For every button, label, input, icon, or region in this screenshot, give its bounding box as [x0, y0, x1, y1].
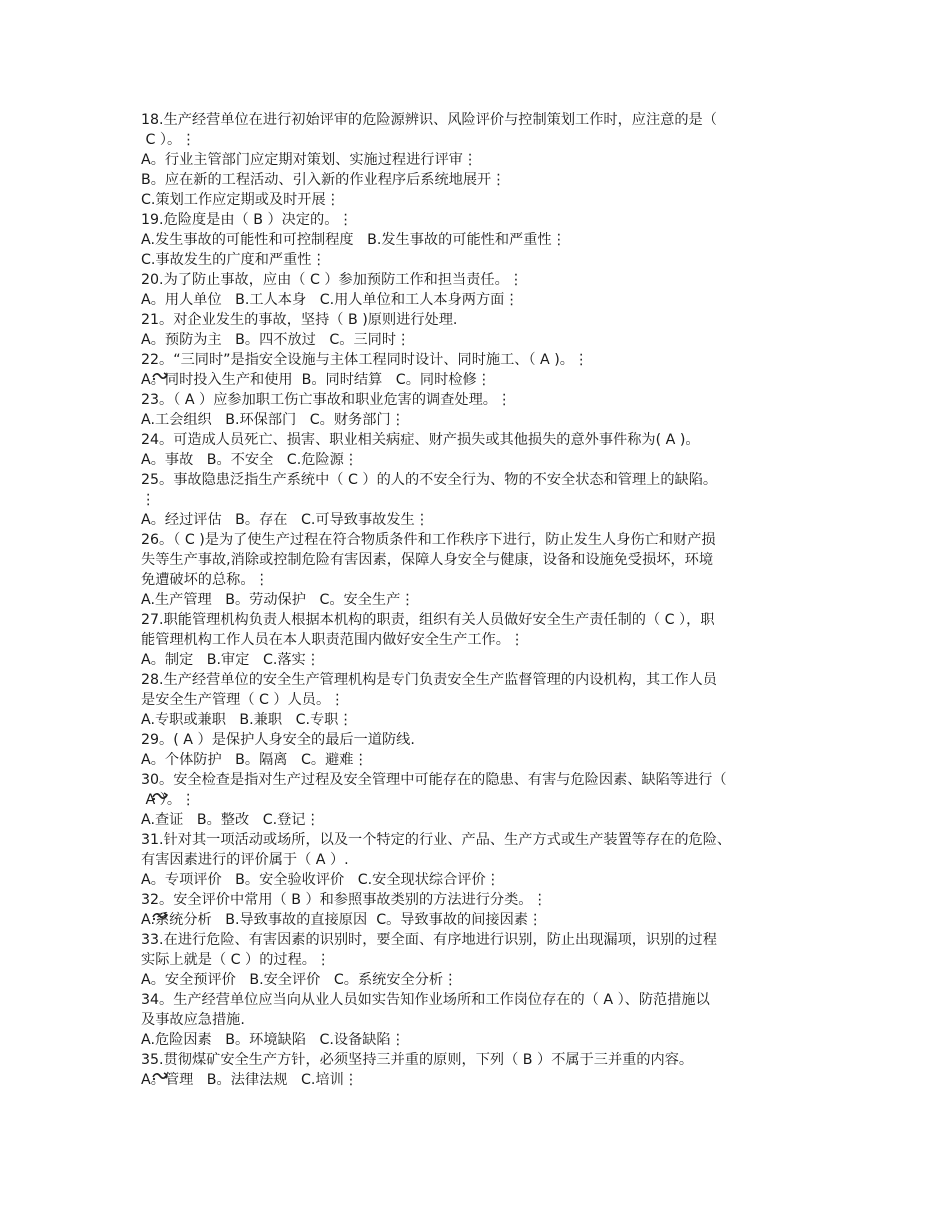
line-text: A。经过评估 B。存在 C.可导致事故发生⋮ [141, 512, 429, 528]
line-text: B。应在新的工程活动、引入新的作业程序后系统地展开⋮ [141, 172, 506, 188]
text-line [141, 750, 831, 770]
text-line [141, 1010, 831, 1030]
text-line [141, 950, 831, 970]
line-text: 32。安全评价中常用（ B ）和参照事故类别的方法进行分类。⋮ [141, 892, 547, 908]
text-line [141, 830, 831, 850]
text-line [141, 610, 831, 630]
text-line [141, 870, 831, 890]
text-line [141, 1050, 831, 1070]
line-text: A。安全预评价 B.安全评价 C。系统安全分析⋮ [141, 972, 458, 988]
text-line [141, 630, 831, 650]
line-text: A。事故 B。不安全 C.危险源⋮ [141, 452, 358, 468]
line-text: 34。生产经营单位应当向从业人员如实告知作业场所和工作岗位存在的（ A ）、防范措施以 [141, 992, 710, 1008]
text-line [141, 810, 831, 830]
line-text: 24。可造成人员死亡、损害、职业相关病症、财产损失或其他损失的意外事件称为( A )。 [141, 432, 700, 448]
text-line [141, 210, 831, 230]
text-line [141, 510, 831, 530]
text-line [141, 190, 831, 210]
line-text: 失等生产事故,消除或控制危险有害因素，保障人身安全与健康，设备和设施免受损坏，环境 [141, 552, 714, 568]
line-text: 是安全生产管理（ C ）人员。⋮ [141, 692, 345, 708]
text-line [141, 530, 831, 550]
line-text: A。用人单位 B.工人本身 C.用人单位和工人本身两方面⋮ [141, 292, 519, 308]
line-text: A.危险因素 B。环境缺陷 C.设备缺陷⋮ [141, 1032, 405, 1048]
line-text: 29。( A ）是保护人身安全的最后一道防线. [141, 732, 415, 748]
line-text: 23。（ A ）应参加职工伤亡事故和职业危害的调查处理。⋮ [141, 392, 512, 408]
text-line [141, 310, 831, 330]
text-line [141, 650, 831, 670]
line-text: A。专项评价 B。安全验收评价 C.安全现状综合评价⋮ [141, 872, 500, 888]
line-text: A.发生事故的可能性和可控制程度 B.发生事故的可能性和严重性⋮ [141, 232, 566, 248]
text-line [141, 110, 831, 130]
line-text: 有害因素进行的评价属于（ A ）. [141, 852, 349, 868]
text-line [141, 430, 831, 450]
line-text: 能管理机构工作人员在本人职责范围内做好安全生产工作。⋮ [141, 632, 525, 648]
line-text: A。同时投入生产和使用 B。同时结算 C。同时检修⋮ [141, 372, 491, 388]
document-body [141, 110, 831, 1090]
line-text: 18.生产经营单位在进行初始评审的危险源辨识、风险评价与控制策划工作时，应注意的是（ [141, 112, 717, 128]
text-line [141, 230, 831, 250]
text-line [141, 410, 831, 430]
text-line [141, 710, 831, 730]
line-text: A.查证 B。整改 C.登记⋮ [141, 812, 320, 828]
text-line [141, 250, 831, 270]
text-line [141, 990, 831, 1010]
line-text: 及事故应急措施. [141, 1012, 245, 1028]
line-text: 35.贯彻煤矿安全生产方针，必须坚持三并重的原则，下列（ B ）不属于三并重的内容。 [141, 1052, 694, 1068]
line-text: 26。（ C )是为了使生产过程在符合物质条件和工作秩序下进行，防止发生人身伤亡和财产损 [141, 532, 716, 548]
text-line [141, 330, 831, 350]
line-text: A。行业主管部门应定期对策划、实施过程进行评审⋮ [141, 152, 478, 168]
line-text: 实际上就是（ C ）的过程。⋮ [141, 952, 331, 968]
line-text: ⋮ [141, 492, 156, 508]
line-text: 28.生产经营单位的安全生产管理机构是专门负责安全生产监督管理的内设机构，其工作人员 [141, 672, 717, 688]
text-line [141, 1030, 831, 1050]
text-line [141, 130, 831, 150]
line-text: 30。安全检查是指对生产过程及安全管理中可能存在的隐患、有害与危险因素、缺陷等进行（ [141, 772, 727, 788]
text-line [141, 1070, 831, 1090]
text-line [141, 730, 831, 750]
line-text: 21。对企业发生的事故，坚持（ B )原则进行处理. [141, 312, 458, 328]
text-line [141, 470, 831, 490]
line-text: C.事故发生的广度和严重性⋮ [141, 252, 326, 268]
line-text: A ）。⋮ [141, 792, 196, 808]
text-line [141, 450, 831, 470]
line-text: 20.为了防止事故，应由（ C ）参加预防工作和担当责任。⋮ [141, 272, 523, 288]
line-text: C.策划工作应定期或及时开展⋮ [141, 192, 340, 208]
text-line [141, 150, 831, 170]
text-line [141, 970, 831, 990]
text-line [141, 890, 831, 910]
line-text: C ）。⋮ [141, 132, 196, 148]
line-text: A.专职或兼职 B.兼职 C.专职⋮ [141, 712, 353, 728]
text-line [141, 790, 831, 810]
line-text: 33.在进行危险、有害因素的识别时，要全面、有序地进行识别，防止出现漏项，识别的过程 [141, 932, 717, 948]
line-text: A。管理 B。法律法规 C.培训⋮ [141, 1072, 358, 1088]
line-text: A.生产管理 B。劳动保护 C。安全生产⋮ [141, 592, 415, 608]
line-text: A.工会组织 B.环保部门 C。财务部门⋮ [141, 412, 405, 428]
line-text: 19.危险度是由（ B ）决定的。⋮ [141, 212, 353, 228]
text-line [141, 850, 831, 870]
text-line [141, 690, 831, 710]
text-line [141, 910, 831, 930]
text-line [141, 770, 831, 790]
text-line [141, 570, 831, 590]
line-text: 31.针对其一项活动或场所，以及一个特定的行业、产品、生产方式或生产装置等存在的危险、 [141, 832, 732, 848]
text-line [141, 490, 831, 510]
text-line [141, 670, 831, 690]
text-line [141, 390, 831, 410]
text-line [141, 170, 831, 190]
line-text: A。个体防护 B。隔离 C。避难⋮ [141, 752, 368, 768]
line-text: 22。“三同时”是指安全设施与主体工程同时设计、同时施工、（ A )。⋮ [141, 352, 589, 368]
line-text: 25。事故隐患泛指生产系统中（ C ）的人的不安全行为、物的不安全状态和管理上的缺陷。 [141, 472, 718, 488]
line-text: A.系统分析 B.导致事故的直接原因 C。导致事故的间接因素⋮ [141, 912, 543, 928]
text-line [141, 930, 831, 950]
line-text: A。预防为主 B。四不放过 C。三同时⋮ [141, 332, 411, 348]
text-line [141, 550, 831, 570]
text-line [141, 270, 831, 290]
text-line [141, 290, 831, 310]
text-line [141, 370, 831, 390]
line-text: A。制定 B.审定 C.落实⋮ [141, 652, 320, 668]
line-text: 27.职能管理机构负责人根据本机构的职责，组织有关人员做好安全生产责任制的（ C ），职 [141, 612, 715, 628]
line-text: 免遭破坏的总称。⋮ [141, 572, 269, 588]
text-line [141, 350, 831, 370]
text-line [141, 590, 831, 610]
